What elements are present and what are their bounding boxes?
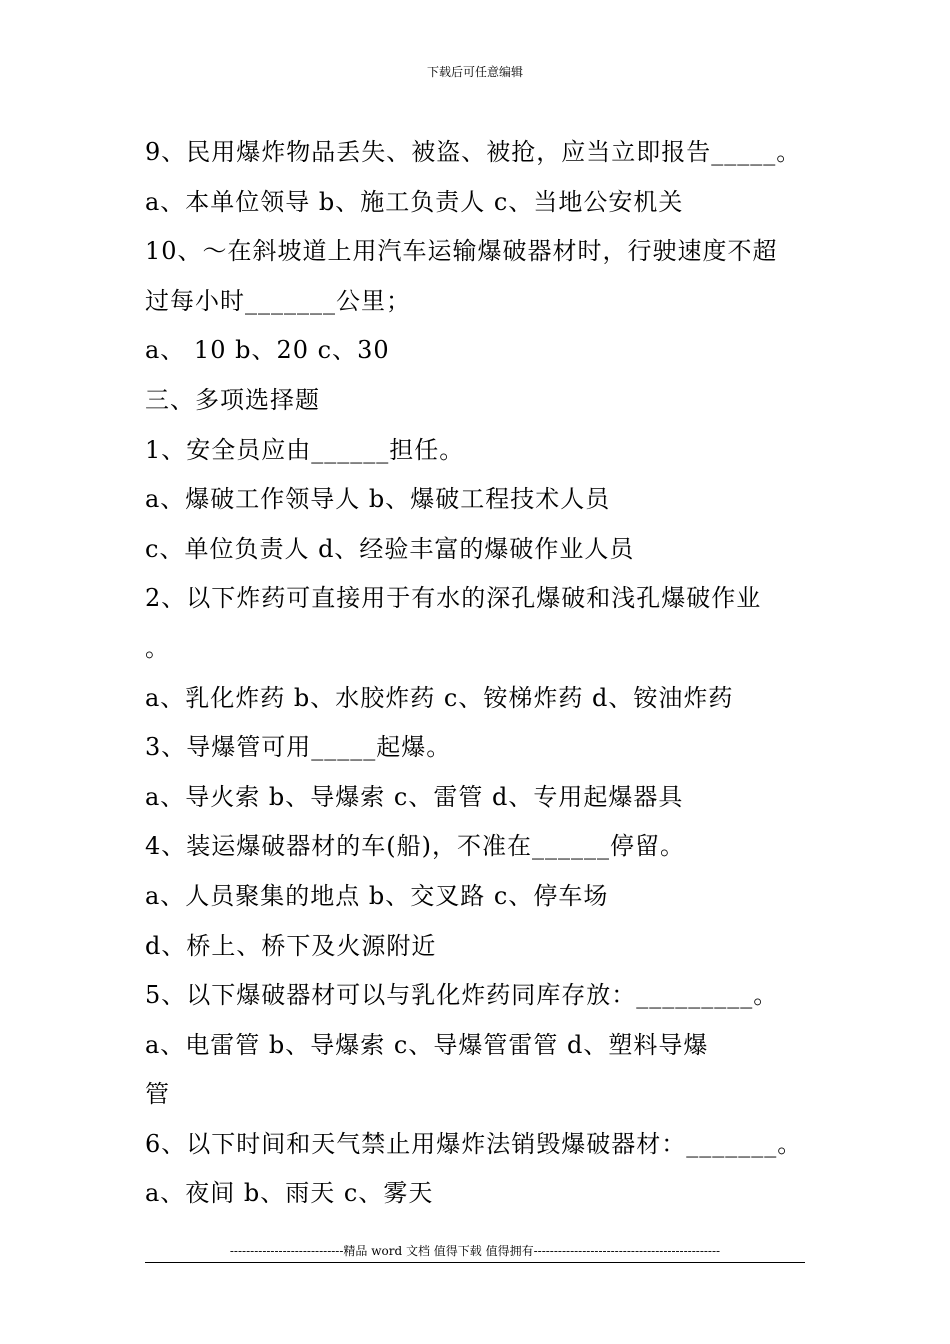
- page-header: 下载后可任意编辑: [426, 65, 523, 79]
- mq-question-1-options-ab: a、爆破工作领导人 b、爆破工程技术人员: [145, 485, 611, 514]
- mq-question-3: 3、导爆管可用_____起爆。: [145, 733, 452, 762]
- mq-question-6: 6、以下时间和天气禁止用爆炸法销毁爆破器材：_______。: [145, 1129, 803, 1158]
- question-10-continued: 过每小时_______公里；: [145, 286, 411, 315]
- mq-question-4-options-d: d、桥上、桥下及火源附近: [145, 931, 437, 960]
- question-10: 10、～在斜坡道上用汽车运输爆破器材时，行驶速度不超: [145, 237, 778, 266]
- mq-question-5-options-continued: 管: [145, 1080, 170, 1109]
- mq-question-2-options: a、乳化炸药 b、水胶炸药 c、铵梯炸药 d、铵油炸药: [145, 683, 734, 712]
- document-body: [145, 128, 810, 1219]
- mq-question-6-options: a、夜间 b、雨天 c、雾天: [145, 1179, 434, 1208]
- mq-question-3-options: a、导火索 b、导爆索 c、雷管 d、专用起爆器具: [145, 782, 684, 811]
- question-9-options: a、本单位领导 b、施工负责人 c、当地公安机关: [145, 187, 684, 216]
- mq-question-2-continued: 。: [145, 633, 170, 662]
- mq-question-5-options: a、电雷管 b、导爆索 c、导爆管雷管 d、塑料导爆: [145, 1030, 709, 1059]
- mq-question-4: 4、装运爆破器材的车(船)，不准在______停留。: [145, 832, 685, 861]
- mq-question-1-options-cd: c、单位负责人 d、经验丰富的爆破作业人员: [145, 534, 635, 563]
- mq-question-5: 5、以下爆破器材可以与乳化炸药同库存放：_________。: [145, 981, 779, 1010]
- section-heading: 三、多项选择题: [145, 385, 320, 414]
- mq-question-4-options-abc: a、人员聚集的地点 b、交叉路 c、停车场: [145, 881, 609, 910]
- mq-question-2: 2、以下炸药可直接用于有水的深孔爆破和浅孔爆破作业: [145, 584, 762, 613]
- footer-divider: [145, 1262, 805, 1263]
- question-10-options: a、 10 b、20 c、30: [145, 336, 390, 365]
- question-9: 9、民用爆炸物品丢失、被盗、被抢，应当立即报告_____。: [145, 138, 802, 166]
- mq-question-1: 1、安全员应由______担任。: [145, 435, 465, 464]
- page-footer: ----------------------------精品 word 文档 值得下载 值得拥有----------------------------------------------: [229, 1244, 721, 1258]
